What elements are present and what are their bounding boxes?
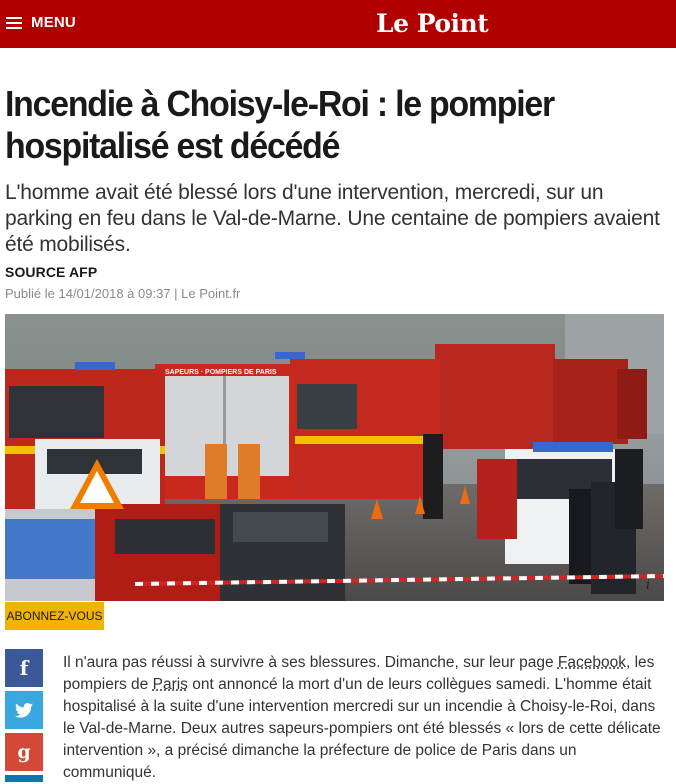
menu-label: MENU: [31, 14, 76, 31]
linkedin-share-button[interactable]: [5, 775, 43, 782]
googleplus-share-button[interactable]: [5, 733, 43, 771]
body-text-part: ont annoncé la mort d'un de leurs collègues samedi. L'homme était hospitalisé à la suite d'une intervention mercredi sur un incendie à Choisy-le-Roi, dans le Val-de-Marne. Deux autres sapeurs-pompiers ont été blessés « lors de cette délicate intervention », a précisé dimanche la préfecture de police de Paris dans un communiqué.: [63, 676, 661, 781]
top-bar: [0, 0, 676, 48]
menu-button[interactable]: [6, 14, 76, 31]
article-lede: L'homme avait été blessé lors d'une intervention, mercredi, sur un parking en feu dans le Val-de-Marne. Une centaine de pompiers avaient été mobilisés.: [5, 181, 660, 256]
truck-label: SAPEURS · POMPIERS DE PARIS: [165, 369, 277, 376]
site-logo[interactable]: Le Point: [376, 9, 489, 38]
hamburger-icon: [6, 16, 22, 30]
body-text-part: , les pompiers de: [63, 654, 655, 693]
googleplus-icon: g: [17, 741, 31, 763]
facebook-share-button[interactable]: [5, 649, 43, 687]
body-text-part: Il n'aura pas réussi à survivre à ses blessures. Dimanche, sur leur page: [63, 654, 558, 671]
info-icon[interactable]: i: [645, 578, 650, 593]
twitter-bird-icon: [15, 703, 33, 718]
article-published-date: Publié le 14/01/2018 à 09:37 | Le Point.fr: [5, 286, 241, 301]
subscribe-button[interactable]: ABONNEZ-VOUS: [5, 602, 104, 630]
twitter-share-button[interactable]: [5, 691, 43, 729]
article-photo[interactable]: [5, 314, 664, 601]
article-body: [63, 652, 669, 784]
article-source: SOURCE AFP: [5, 264, 98, 280]
article-headline: Incendie à Choisy-le-Roi : le pompier hospitalisé est décédé: [5, 83, 554, 166]
facebook-icon: f: [19, 656, 29, 680]
facebook-link[interactable]: Facebook: [557, 654, 626, 671]
paris-link[interactable]: Paris: [152, 676, 188, 693]
fire-trucks-scene: [5, 314, 664, 601]
